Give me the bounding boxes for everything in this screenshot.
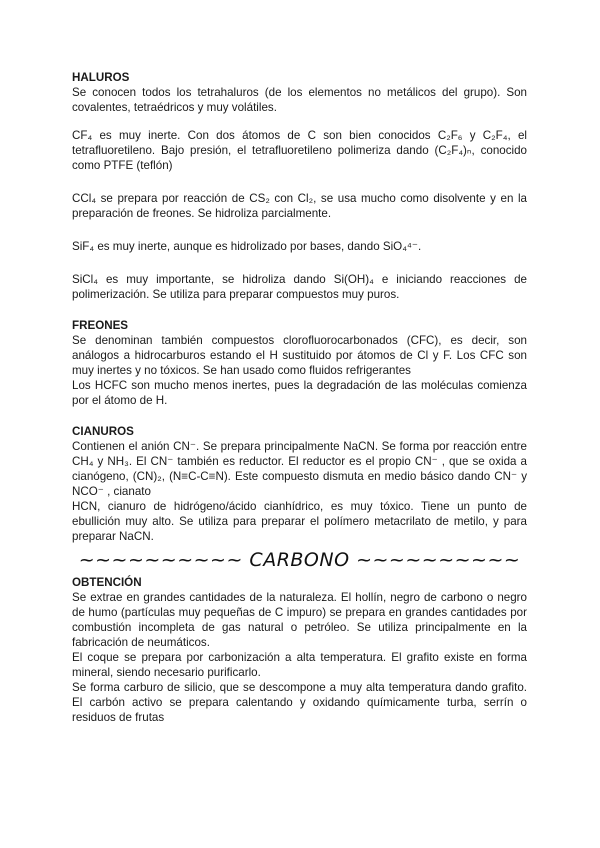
haluros-intro: Se conocen todos los tetrahaluros (de los elementos no metálicos del grupo). Son covalentes, tetraédricos y muy volátiles. bbox=[72, 86, 527, 114]
freones-paragraph-2: Los HCFC son mucho menos inertes, pues la degradación de las moléculas comienza por el átomo de H. bbox=[72, 379, 527, 407]
obtencion-paragraph-3: Se forma carburo de silicio, que se descompone a muy alta temperatura dando grafito. El carbón activo se prepara calentando y oxidando químicamente turba, serrín o residuos de frutas bbox=[72, 681, 527, 724]
haluros-cf4-paragraph: CF₄ es muy inerte. Con dos átomos de C son bien conocidos C₂F₆ y C₂F₄, el tetrafluoretileno. Bajo presión, el tetrafluoretileno polimeriza dando (C₂F₄)ₙ, conocido como PTFE (teflón) bbox=[72, 129, 527, 172]
haluros-sif4-paragraph: SiF₄ es muy inerte, aunque es hidrolizado por bases, dando SiO₄⁴⁻. bbox=[72, 240, 422, 253]
haluros-heading: HALUROS bbox=[72, 71, 130, 84]
obtencion-paragraph-2: El coque se prepara por carbonización a alta temperatura. El grafito existe en forma mineral, siendo necesario purificarlo. bbox=[72, 651, 527, 679]
cianuros-heading: CIANUROS bbox=[72, 425, 134, 438]
cianuros-paragraph-2: HCN, cianuro de hidrógeno/ácido cianhídrico, es muy tóxico. Tiene un punto de ebullición muy alto. Se utiliza para preparar el polímero metacrilato de metilo, y para preparar NaCN. bbox=[72, 500, 527, 543]
freones-heading: FREONES bbox=[72, 319, 129, 332]
freones-paragraph-1: Se denominan también compuestos clorofluorocarbonados (CFC), es decir, son análogos a hidrocarburos estando el H sustituido por átomos de Cl y F. Los CFC son muy inertes y no tóxicos. Se han usado como fluidos refrigerantes bbox=[72, 334, 527, 377]
cianuros-paragraph-1: Contienen el anión CN⁻. Se prepara principalmente NaCN. Se forma por reacción entre CH₄ y NH₃. El CN⁻ también es reductor. El reductor es el propio CN⁻ , que se oxida a cianógeno, (CN)₂, (N≡C-C≡N). Este compuesto dismuta en medio básico dando CN⁻ y NCO⁻ , cianato bbox=[72, 440, 527, 498]
obtencion-heading: OBTENCIÓN bbox=[72, 576, 142, 589]
haluros-sicl4-paragraph: SiCl₄ es muy importante, se hidroliza dando Si(OH)₄ e iniciando reacciones de polimerización. Se utiliza para preparar compuestos muy puros. bbox=[72, 273, 527, 301]
obtencion-paragraph-1: Se extrae en grandes cantidades de la naturaleza. El hollín, negro de carbono o negro de humo (partículas muy pequeñas de C impuro) se prepara en grandes cantidades por combustión incompleta de gas natural o petróleo. Se utiliza principalmente en la fabricación de neumáticos. bbox=[72, 591, 527, 649]
carbono-banner: ~~~~~~~~~~ CARBONO ~~~~~~~~~~ bbox=[78, 549, 521, 571]
haluros-ccl4-paragraph: CCl₄ se prepara por reacción de CS₂ con Cl₂, se usa mucho como disolvente y en la preparación de freones. Se hidroliza parcialmente. bbox=[72, 192, 527, 220]
document-page bbox=[72, 70, 527, 725]
